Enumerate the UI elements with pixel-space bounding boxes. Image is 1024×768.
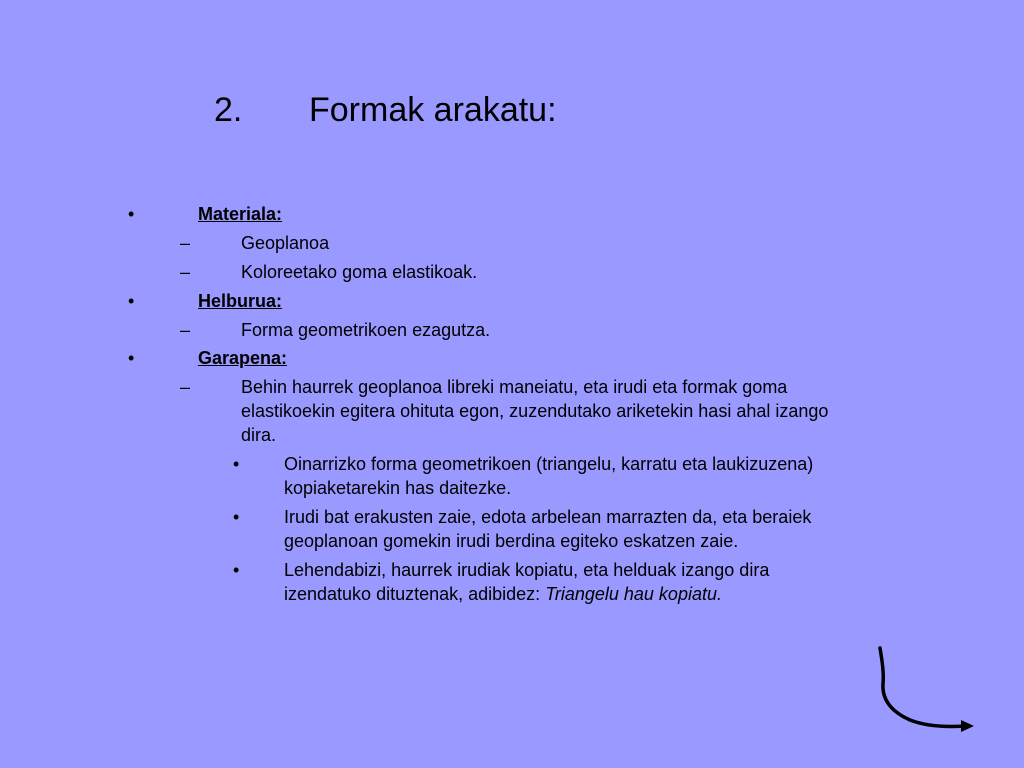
sub-item: Oinarrizko forma geometrikoen (triangelu, karratu eta laukizuzena) kopiaketarekin has daitezke. [284,454,814,498]
title-text: Formak arakatu: [309,91,557,129]
arrow-shaft [880,648,965,726]
dash-marker: – [180,233,191,253]
dash-marker: – [180,262,191,282]
list-item: Koloreetako goma elastikoak. [241,262,478,282]
dash-marker: – [180,377,191,397]
dash-marker: – [180,320,191,340]
list-item: Forma geometrikoen ezagutza. [241,320,491,340]
heading-materiala: Materiala: [198,204,283,224]
sub-item-text: Lehendabizi, haurrek irudiak kopiatu, eta helduak izango dira izendatuko dituztenak, adibidez: [284,560,770,604]
bullet-marker: • [233,454,240,474]
arrow-head [961,720,974,732]
bullet-marker: • [128,291,135,311]
heading-garapena: Garapena: [198,348,288,368]
example-italic: Triangelu hau kopiatu. [545,584,722,604]
list-item: Geoplanoa [241,233,330,253]
curved-arrow-icon[interactable] [870,640,980,740]
heading-helburua: Helburua: [198,291,283,311]
bullet-marker: • [128,204,135,224]
title-number: 2. [214,91,243,129]
bullet-marker: • [233,507,240,527]
sub-item: Irudi bat erakusten zaie, edota arbelean marrazten da, eta beraiek geoplanoan gomekin irudi berdina egiteko eskatzen zaie. [284,507,812,551]
bullet-marker: • [128,348,135,368]
bullet-marker: • [233,560,240,580]
garapena-intro: Behin haurrek geoplanoa libreki maneiatu, eta irudi eta formak goma elastikoekin egitera ohituta egon, zuzendutako ariketekin hasi ahal izango dira. [241,377,829,445]
sub-item [284,558,844,606]
